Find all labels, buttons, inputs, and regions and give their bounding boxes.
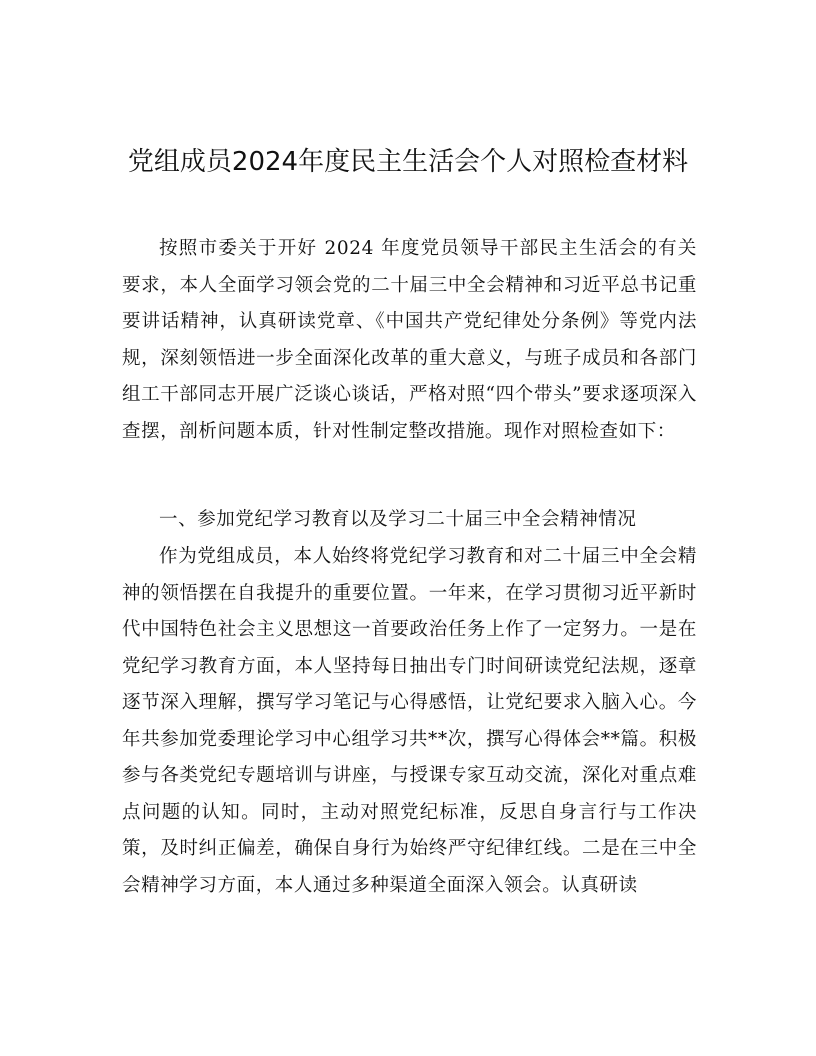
section-1-heading: 一、参加党纪学习教育以及学习二十届三中全会精神情况: [159, 509, 637, 530]
document-title: 党组成员2024年度民主生活会个人对照检查材料: [127, 147, 689, 177]
intro-paragraph: 按照市委关于开好 2024 年度党员领导干部民主生活会的有关要求，本人全面学习领会党的二十届三中全会精神和习近平总书记重要讲话精神，认真研读党章、《中国共产党纪律处分条例》等党内法规，深刻领悟进一步全面深化改革的重大意义，与班子成员和各部门组工干部同志开展广泛谈心谈话，严格对照“四个带头”要求逐项深入查摆，剖析问题本质，针对性制定整改措施。现作对照检查如下：: [122, 238, 697, 442]
section-1-paragraph: 作为党组成员，本人始终将党纪学习教育和对二十届三中全会精神的领悟摆在自我提升的重要位置。一年来，在学习贯彻习近平新时代中国特色社会主义思想这一首要政治任务上作了一定努力。一是在党纪学习教育方面，本人坚持每日抽出专门时间研读党纪法规，逐章逐节深入理解，撰写学习笔记与心得感悟，让党纪要求入脑入心。今年共参加党委理论学习中心组学习共**次，撰写心得体会**篇。积极参与各类党纪专题培训与讲座，与授课专家互动交流，深化对重点难点问题的认知。同时，主动对照党纪标准，反思自身言行与工作决策，及时纠正偏差，确保自身行为始终严守纪律红线。二是在三中全会精神学习方面，本人通过多种渠道全面深入领会。认真研读: [122, 546, 697, 896]
